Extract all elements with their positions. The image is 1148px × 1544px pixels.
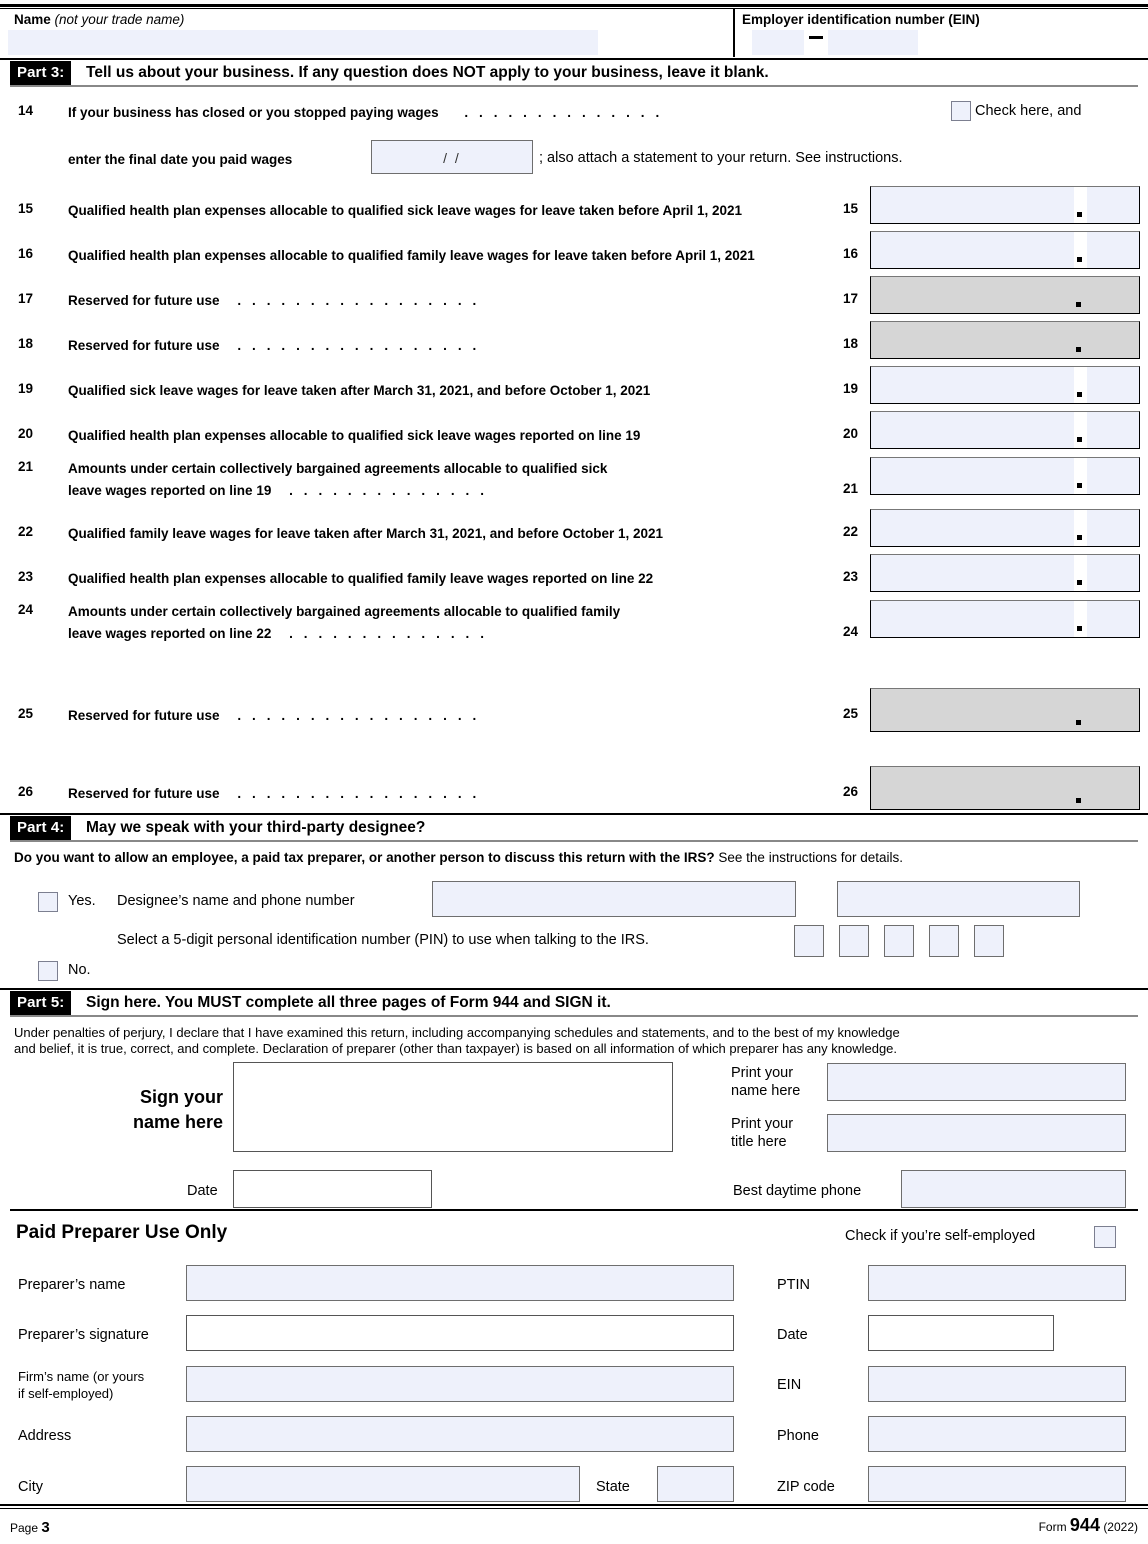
preparer-phone-label: Phone	[777, 1428, 819, 1444]
line-22-right-number: 22	[843, 524, 859, 539]
preparer-zip-label: ZIP code	[777, 1479, 835, 1495]
designee-name-phone-label: Designee’s name and phone number	[117, 893, 355, 909]
line-14-final-date-input[interactable]	[371, 140, 533, 174]
ptin-label: PTIN	[777, 1277, 811, 1293]
line-26-right-number: 26	[843, 784, 859, 799]
line-17-number: 17	[18, 291, 34, 306]
name-label	[14, 13, 184, 27]
form-number: 944	[1069, 1515, 1100, 1535]
line-24-text-line1: Amounts under certain collectively bargained agreements allocable to qualified family	[68, 604, 621, 619]
line-20-right-number: 20	[843, 426, 859, 441]
line-18-number: 18	[18, 336, 34, 351]
preparer-date-input[interactable]	[868, 1315, 1054, 1351]
line-23-number: 23	[18, 569, 34, 584]
part5-tag: Part 5:	[10, 991, 71, 1015]
preparer-name-input[interactable]	[186, 1265, 734, 1301]
line-17-text: Reserved for future use . . . . . . . . . . . . . . . . .	[68, 293, 480, 308]
line-18-right-number: 18	[843, 336, 859, 351]
perjury-statement-line2: and belief, it is true, correct, and complete. Declaration of preparer (other than taxpayer) is based on all information of which preparer has any knowledge.	[14, 1041, 898, 1056]
line-21-number: 21	[18, 459, 34, 474]
line-14-leader: . . . . . . . . . . . . . .	[464, 105, 663, 120]
line-24-leader: . . . . . . . . . . . . . .	[289, 626, 488, 641]
line-21-text-line1: Amounts under certain collectively bargained agreements allocable to qualified sick	[68, 461, 608, 476]
line-15-amount-input[interactable]	[870, 186, 1140, 224]
part5-title: Sign here. You MUST complete all three pages of Form 944 and SIGN it.	[86, 994, 611, 1011]
form-identifier: Form 944 (2022)	[1038, 1515, 1138, 1535]
pin-digit-3-input[interactable]	[884, 925, 914, 957]
part4-banner	[0, 816, 1148, 840]
line-26-text: Reserved for future use . . . . . . . . . . . . . . . . .	[68, 786, 480, 801]
ein-dash	[809, 36, 823, 39]
designee-yes-label: Yes.	[68, 893, 96, 909]
line-25-right-number: 25	[843, 706, 859, 721]
line-14-number: 14	[18, 103, 34, 118]
line-17-leader: . . . . . . . . . . . . . . . . .	[237, 293, 480, 308]
preparer-ein-input[interactable]	[868, 1366, 1126, 1402]
print-name-here-label: Print your name here	[731, 1065, 801, 1099]
preparer-state-input[interactable]	[657, 1466, 734, 1502]
line-14-checkbox[interactable]	[951, 101, 971, 121]
line-21-amount-input[interactable]	[870, 457, 1140, 495]
preparer-address-label: Address	[18, 1428, 72, 1444]
footer-rule-thick	[0, 1504, 1148, 1506]
paid-preparer-title: Paid Preparer Use Only	[16, 1222, 228, 1243]
line-19-right-number: 19	[843, 381, 859, 396]
line-18-leader: . . . . . . . . . . . . . . . . .	[237, 338, 480, 353]
signature-date-label: Date	[187, 1183, 218, 1199]
line-19-text: Qualified sick leave wages for leave taken after March 31, 2021, and before October 1, 2021	[68, 383, 651, 398]
line-21-leader: . . . . . . . . . . . . . .	[289, 483, 488, 498]
designee-pin-instruction: Select a 5-digit personal identification number (PIN) to use when talking to the IRS.	[117, 932, 649, 948]
line-18-text: Reserved for future use . . . . . . . . . . . . . . . . .	[68, 338, 480, 353]
footer-rule-thin	[0, 1508, 1148, 1509]
firm-name-input[interactable]	[186, 1366, 734, 1402]
line-26-amount-reserved	[870, 766, 1140, 810]
pin-digit-1-input[interactable]	[794, 925, 824, 957]
line-16-amount-input[interactable]	[870, 231, 1140, 269]
line-14-check-label: Check here, and	[975, 103, 1082, 119]
part5-banner	[0, 991, 1148, 1015]
line-25-amount-reserved	[870, 688, 1140, 732]
paid-preparer-rule	[10, 1209, 1138, 1211]
part4-question-bold: Do you want to allow an employee, a paid tax preparer, or another person to discuss this return with the IRS?	[14, 850, 715, 865]
line-26-number: 26	[18, 784, 34, 799]
ein-suffix-input[interactable]	[828, 30, 918, 55]
part4-question-rest: See the instructions for details.	[718, 850, 904, 865]
line-24-right-number: 24	[843, 624, 859, 639]
designee-yes-checkbox[interactable]	[38, 892, 58, 912]
line-15-number: 15	[18, 201, 34, 216]
ein-prefix-input[interactable]	[752, 30, 804, 55]
line-16-right-number: 16	[843, 246, 859, 261]
name-input[interactable]	[8, 30, 598, 55]
firm-name-label: Firm’s name (or yours if self-employed)	[18, 1369, 145, 1401]
best-daytime-phone-label: Best daytime phone	[733, 1183, 862, 1199]
name-label-italic: (not your trade name)	[54, 12, 185, 27]
part4-question	[14, 850, 903, 865]
print-title-input[interactable]	[827, 1114, 1126, 1152]
designee-no-checkbox[interactable]	[38, 961, 58, 981]
line-24-amount-input[interactable]	[870, 600, 1140, 638]
pin-digit-4-input[interactable]	[929, 925, 959, 957]
preparer-name-label: Preparer’s name	[18, 1277, 126, 1293]
signature-date-input[interactable]	[233, 1170, 432, 1208]
line-24-number: 24	[18, 602, 34, 617]
designee-phone-input[interactable]	[837, 881, 1080, 917]
print-name-input[interactable]	[827, 1063, 1126, 1101]
part4-title: May we speak with your third-party designee?	[86, 819, 426, 836]
line-25-text: Reserved for future use . . . . . . . . . . . . . . . . .	[68, 708, 480, 723]
print-title-here-label: Print your title here	[731, 1116, 794, 1150]
sign-name-here-label: Sign your name here	[132, 1087, 223, 1132]
line-16-number: 16	[18, 246, 34, 261]
part3-tag: Part 3:	[10, 61, 71, 85]
line-17-right-number: 17	[843, 291, 859, 306]
part3-title: Tell us about your business. If any question does NOT apply to your business, leave it blank.	[86, 64, 769, 81]
line-21-text-line2: leave wages reported on line 19 . . . . . . . . . . . . . .	[68, 483, 488, 498]
signature-input[interactable]	[233, 1062, 673, 1152]
line-25-number: 25	[18, 706, 34, 721]
name-label-bold: Name	[14, 12, 51, 27]
line-14-text: If your business has closed or you stopped paying wages . . . . . . . . . . . . . .	[68, 105, 663, 120]
line-22-text: Qualified family leave wages for leave taken after March 31, 2021, and before October 1, 2021	[68, 526, 664, 541]
ein-label: Employer identification number (EIN)	[742, 12, 980, 27]
line-18-amount-reserved	[870, 321, 1140, 359]
preparer-address-input[interactable]	[186, 1416, 734, 1452]
line-17-amount-reserved	[870, 276, 1140, 314]
designee-name-input[interactable]	[432, 881, 796, 917]
line-23-text: Qualified health plan expenses allocable to qualified family leave wages reported on line 22	[68, 571, 654, 586]
preparer-signature-input[interactable]	[186, 1315, 734, 1351]
preparer-ein-label: EIN	[777, 1377, 802, 1393]
line-15-right-number: 15	[843, 201, 859, 216]
best-daytime-phone-input[interactable]	[901, 1170, 1126, 1208]
line-15-text: Qualified health plan expenses allocable to qualified sick leave wages for leave taken before April 1, 2021	[68, 203, 743, 218]
perjury-statement-line1: Under penalties of perjury, I declare that I have examined this return, including accompanying schedules and statements, and to the best of my knowledge	[14, 1025, 900, 1040]
self-employed-checkbox[interactable]	[1094, 1226, 1116, 1248]
line-20-amount-input[interactable]	[870, 411, 1140, 449]
line-20-text: Qualified health plan expenses allocable to qualified sick leave wages reported on line 19	[68, 428, 641, 443]
line-14-date-prefix: enter the final date you paid wages	[68, 152, 293, 167]
line-26-leader: . . . . . . . . . . . . . . . . .	[237, 786, 480, 801]
header-rule-top	[0, 4, 1148, 7]
preparer-zip-input[interactable]	[868, 1466, 1126, 1502]
line-14-date-suffix: ; also attach a statement to your return. See instructions.	[539, 150, 903, 166]
self-employed-label: Check if you’re self-employed	[845, 1228, 1036, 1244]
line-14-date-placeholder: / /	[443, 150, 461, 166]
part4-tag: Part 4:	[10, 816, 71, 840]
preparer-city-label: City	[18, 1479, 43, 1495]
preparer-city-input[interactable]	[186, 1466, 580, 1502]
line-23-right-number: 23	[843, 569, 859, 584]
page-number-label: Page 3	[10, 1519, 50, 1536]
line-19-number: 19	[18, 381, 34, 396]
page-number-value: 3	[41, 1519, 50, 1536]
header-vertical-divider	[733, 9, 735, 57]
preparer-phone-input[interactable]	[868, 1416, 1126, 1452]
form-year: (2022)	[1103, 1520, 1138, 1534]
line-19-amount-input[interactable]	[870, 366, 1140, 404]
line-20-number: 20	[18, 426, 34, 441]
line-22-amount-input[interactable]	[870, 509, 1140, 547]
pin-digit-2-input[interactable]	[839, 925, 869, 957]
line-22-number: 22	[18, 524, 34, 539]
preparer-signature-label: Preparer’s signature	[18, 1327, 149, 1343]
line-21-right-number: 21	[843, 481, 859, 496]
part3-banner	[0, 61, 1148, 85]
line-23-amount-input[interactable]	[870, 554, 1140, 592]
designee-no-label: No.	[68, 962, 91, 978]
header-rule-top-thin	[0, 8, 1148, 9]
pin-digit-5-input[interactable]	[974, 925, 1004, 957]
line-16-text: Qualified health plan expenses allocable to qualified family leave wages for leave taken before April 1, 2021	[68, 248, 755, 263]
line-25-leader: . . . . . . . . . . . . . . . . .	[237, 708, 480, 723]
preparer-date-label: Date	[777, 1327, 808, 1343]
preparer-state-label: State	[596, 1479, 630, 1495]
ptin-input[interactable]	[868, 1265, 1126, 1301]
line-24-text-line2: leave wages reported on line 22 . . . . . . . . . . . . . .	[68, 626, 488, 641]
